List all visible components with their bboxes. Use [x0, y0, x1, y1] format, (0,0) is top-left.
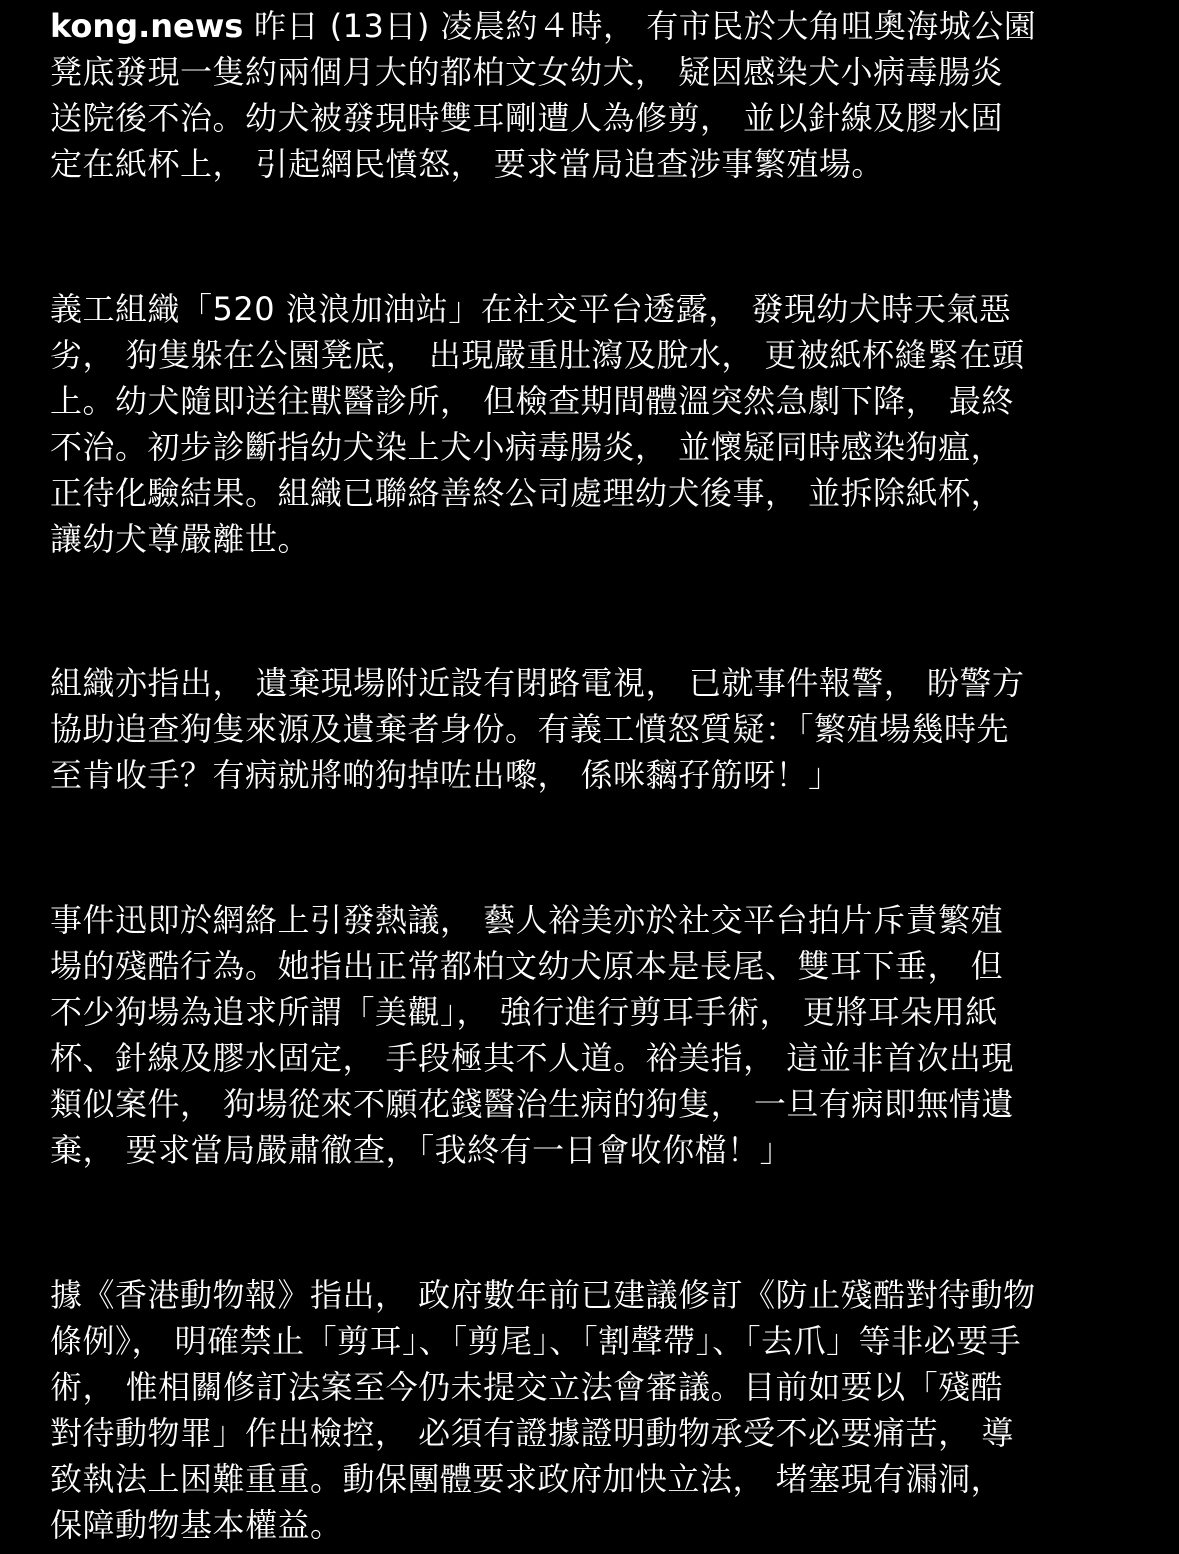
paragraph-line: 上。幼犬隨即送往獸醫診所， 但檢查期間體溫突然急劇下降， 最終	[50, 382, 1014, 420]
paragraph-line: 類似案件， 狗場從來不願花錢醫治生病的狗隻， 一旦有病即無情遺	[50, 1085, 1014, 1123]
paragraph-line: 對待動物罪」作出檢控， 必須有證據證明動物承受不必要痛苦， 導	[50, 1414, 1014, 1452]
paragraph-line: 劣， 狗隻躲在公園凳底， 出現嚴重肚瀉及脫水， 更被紙杯縫緊在頭	[50, 336, 1025, 374]
paragraph-line: 定在紙杯上， 引起網民憤怒， 要求當局追查涉事繁殖場。	[50, 145, 884, 183]
paragraph-line: 協助追查狗隻來源及遺棄者身份。有義工憤怒質疑：「繁殖場幾時先	[50, 710, 1010, 748]
paragraph-3	[50, 660, 1140, 798]
paragraph-1	[50, 3, 1140, 187]
paragraph-5	[50, 1272, 1140, 1548]
source-label: kong.news	[50, 7, 244, 45]
paragraph-line: 事件迅即於網絡上引發熱議， 藝人裕美亦於社交平台拍片斥責繁殖	[50, 901, 1004, 939]
paragraph-line: 義工組織「520 浪浪加油站」在社交平台透露， 發現幼犬時天氣惡	[50, 290, 1012, 328]
paragraph-line: 杯、針線及膠水固定， 手段極其不人道。裕美指， 這並非首次出現	[50, 1039, 1014, 1077]
paragraph-line: 場的殘酷行為。她指出正常都柏文幼犬原本是長尾、雙耳下垂， 但	[50, 947, 1004, 985]
paragraph-line	[50, 3, 1140, 49]
paragraph-line: 保障動物基本權益。	[50, 1506, 343, 1544]
paragraph-line: 讓幼犬尊嚴離世。	[50, 520, 311, 558]
paragraph-line: 棄， 要求當局嚴肅徹查，「我終有一日會收你檔！」	[50, 1131, 793, 1169]
paragraph-line: 至肯收手？有病就將啲狗掉咗出嚟， 係咪黐孖筋呀！」	[50, 756, 841, 794]
paragraph-line: 組織亦指出， 遺棄現場附近設有閉路電視， 已就事件報警， 盼警方	[50, 664, 1025, 702]
paragraph-line: 致執法上困難重重。動保團體要求政府加快立法， 堵塞現有漏洞，	[50, 1460, 1004, 1498]
paragraph-line: 送院後不治。幼犬被發現時雙耳剛遭人為修剪， 並以針線及膠水固	[50, 99, 1004, 137]
paragraph-line: 術， 惟相關修訂法案至今仍未提交立法會審議。目前如要以「殘酷	[50, 1368, 1004, 1406]
paragraph-line: 據《香港動物報》指出， 政府數年前已建議修訂《防止殘酷對待動物	[50, 1276, 1036, 1314]
paragraph-line: 不治。初步診斷指幼犬染上犬小病毒腸炎， 並懷疑同時感染狗瘟，	[50, 428, 1004, 466]
paragraph-line: 條例》， 明確禁止「剪耳」、「剪尾」、「割聲帶」、「去爪」等非必要手	[50, 1322, 1022, 1360]
paragraph-line-text: 昨日 (13日) 凌晨約４時， 有市民於大角咀奧海城公園	[243, 7, 1037, 45]
paragraph-line: 凳底發現一隻約兩個月大的都柏文女幼犬， 疑因感染犬小病毒腸炎	[50, 53, 1004, 91]
paragraph-line: 正待化驗結果。組織已聯絡善終公司處理幼犬後事， 並拆除紙杯，	[50, 474, 1004, 512]
paragraph-4	[50, 897, 1140, 1173]
paragraph-2	[50, 286, 1140, 562]
paragraph-line: 不少狗場為追求所謂「美觀」， 強行進行剪耳手術， 更將耳朵用紙	[50, 993, 998, 1031]
